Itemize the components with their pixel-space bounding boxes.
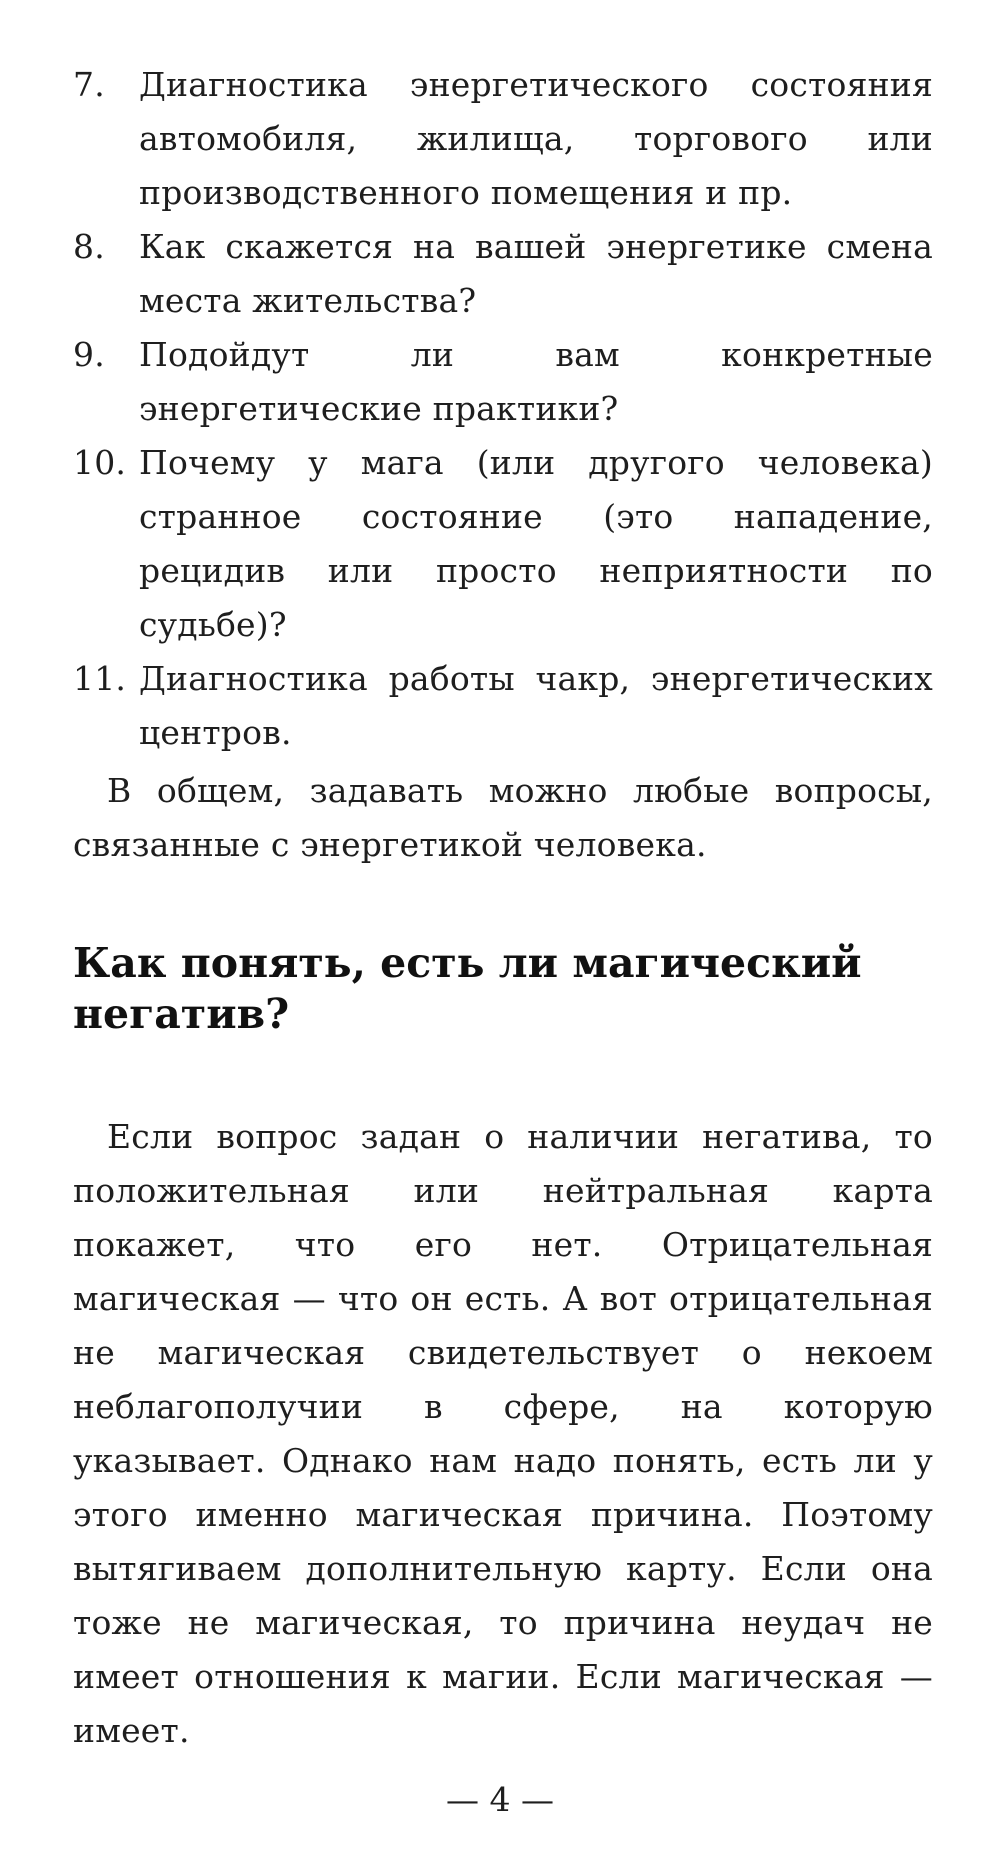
list-item: [73, 328, 933, 436]
list-item: [73, 652, 933, 760]
list-item-text: Диагностика работы чакр, энергетических центров.: [139, 659, 933, 752]
section-body-paragraph: Если вопрос задан о наличии негатива, то положительная или нейтральная карта покажет, что его нет. Отрицательная магическая — что он есть. А вот отрицательная не магическая свидетельствует о некоем неблагополучии в сфере, на которую указывает. Однако нам надо понять, есть ли у этого именно магическая причина. Поэтому вытягиваем дополнительную карту. Если она тоже не магическая, то причина неудач не имеет отношения к магии. Если магическая — имеет.: [73, 1117, 933, 1750]
list-item-number: 7.: [73, 65, 105, 104]
page-number: — 4 —: [446, 1780, 554, 1819]
list-item-number: 11.: [73, 659, 127, 698]
list-item: [73, 58, 933, 220]
numbered-list: [73, 58, 933, 760]
list-item-number: 9.: [73, 335, 105, 374]
list-item-number: 10.: [73, 443, 127, 482]
summary-paragraph: В общем, задавать можно любые вопросы, связанные с энергетикой человека.: [73, 771, 933, 864]
list-item-text: Диагностика энергетического состояния автомобиля, жилища, торгового или производственного помещения и пр.: [139, 65, 933, 212]
page-content: [73, 58, 933, 1758]
section-heading: Как понять, есть ли магический негатив?: [73, 939, 862, 1038]
list-item: [73, 220, 933, 328]
list-item-text: Почему у мага (или другого человека) странное состояние (это нападение, рецидив или просто неприятности по судьбе)?: [139, 443, 933, 644]
list-item-text: Подойдут ли вам конкретные энергетические практики?: [139, 335, 933, 428]
list-item: [73, 436, 933, 652]
list-item-number: 8.: [73, 227, 105, 266]
list-item-text: Как скажется на вашей энергетике смена места жительства?: [139, 227, 933, 320]
